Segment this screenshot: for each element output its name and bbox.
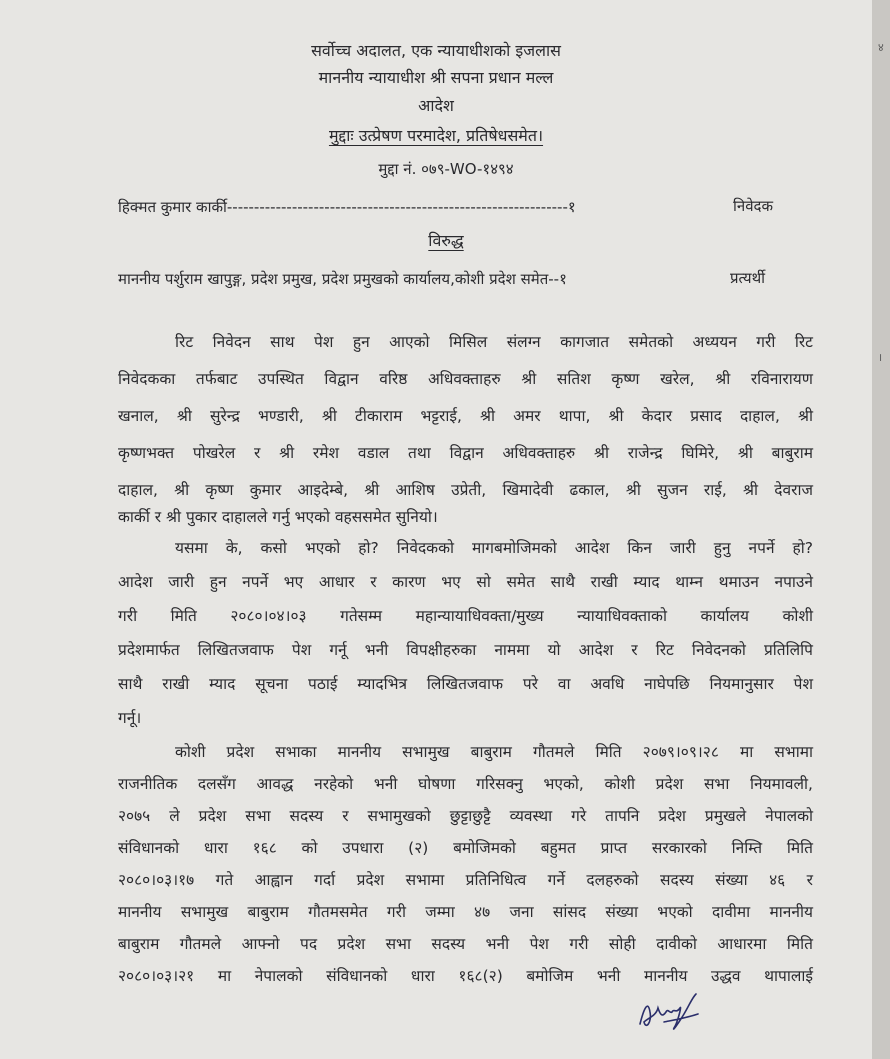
body-line: प्रदेशमार्फत लिखितजवाफ पेश गर्नू भनी विपक्षीहरुका नाममा यो आदेश र रिट निवेदनको प्रतिलिपि <box>118 641 813 659</box>
respondent-line: माननीय पर्शुराम खापुङ्ग, प्रदेश प्रमुख, प्रदेश प्रमुखको कार्यालय,कोशी प्रदेश समेत--१ <box>118 270 567 288</box>
body-line: २०७५ ले प्रदेश सभा सदस्य र सभामुखको छुट्टाछुट्टै व्यवस्था गरे तापनि प्रदेश प्रमुखले नेपालको <box>118 807 813 825</box>
body-line: राजनीतिक दलसँग आवद्ध नरहेको भनी घोषणा गरिसक्नु भएको, कोशी प्रदेश सभा नियमावली, <box>118 775 813 793</box>
body-line: यसमा के, कसो भएको हो? निवेदकको मागबमोजिमको आदेश किन जारी हुनु नपर्ने हो? <box>175 539 813 557</box>
body-line: २०८०।०३।१७ गते आह्वान गर्दा प्रदेश सभामा प्रतिनिधित्व गर्ने दलहरुको सदस्य संख्या ४६ र <box>118 871 813 889</box>
judge-name: माननीय न्यायाधीश श्री सपना प्रधान मल्ल <box>318 68 554 87</box>
versus-label: विरुद्ध <box>428 231 464 250</box>
body-line: गर्नू। <box>118 709 142 727</box>
body-line: कार्की र श्री पुकार दाहालले गर्नु भएको वहससमेत सुनियो। <box>118 508 438 526</box>
margin-mark: ४ <box>878 41 884 54</box>
petitioner-line: हिक्मत कुमार कार्की---------------------------------------------------------------१ <box>118 198 576 216</box>
respondent-role: प्रत्यर्थी <box>730 269 766 287</box>
body-line: माननीय सभामुख बाबुराम गौतमसमेत गरी जम्मा ४७ जना सांसद संख्या भएको दावीमा माननीय <box>118 903 813 921</box>
margin-mark: । <box>878 351 883 364</box>
court-name: सर्वोच्च अदालत, एक न्यायाधीशको इजलास <box>311 41 561 60</box>
order-title: आदेश <box>418 96 454 115</box>
body-line: गरी मिति २०८०।०४।०३ गतेसम्म महान्यायाधिवक्ता/मुख्य न्यायाधिवक्ताको कार्यालय कोशी <box>118 607 813 625</box>
body-line: बाबुराम गौतमले आफ्नो पद प्रदेश सभा सदस्य भनी पेश गरी सोही दावीको आधारमा मिति <box>118 935 813 953</box>
adjacent-page-edge <box>872 0 890 1059</box>
body-line: आदेश जारी हुन नपर्ने भए आधार र कारण भए सो समेत साथै राखी म्याद थाम्न थमाउन नपाउने <box>118 573 813 591</box>
case-number: मुद्दा नं. ०७९-WO-१४९४ <box>378 160 514 178</box>
body-line: खनाल, श्री सुरेन्द्र भण्डारी, श्री टीकाराम भट्टराई, श्री अमर थापा, श्री केदार प्रसाद दाहाल, श्री <box>118 407 813 425</box>
body-line: संविधानको धारा १६८ को उपधारा (२) बमोजिमको बहुमत प्राप्त सरकारको निम्ति मिति <box>118 839 813 857</box>
case-subject: मुद्दाः उत्प्रेषण परमादेश, प्रतिषेधसमेत। <box>328 126 544 145</box>
body-line: कृष्णभक्त पोखरेल र श्री रमेश वडाल तथा विद्वान अधिवक्ताहरु श्री राजेन्द्र घिमिरे, श्री बाबुराम <box>118 444 813 462</box>
body-line: निवेदकका तर्फबाट उपस्थित विद्वान वरिष्ठ अधिवक्ताहरु श्री सतिश कृष्ण खरेल, श्री रविनारायण <box>118 370 813 388</box>
body-line: कोशी प्रदेश सभाका माननीय सभामुख बाबुराम गौतमले मिति २०७९।०९।२८ मा सभामा <box>175 743 813 761</box>
body-line: साथै राखी म्याद सूचना पठाई म्यादभित्र लिखितजवाफ परे वा अवधि नाघेपछि नियमानुसार पेश <box>118 675 813 693</box>
body-line: रिट निवेदन साथ पेश हुन आएको मिसिल संलग्न कागजात समेतको अध्ययन गरी रिट <box>175 333 813 351</box>
petitioner-role: निवेदक <box>733 197 774 215</box>
handwritten-signature <box>634 978 714 1038</box>
body-line: २०८०।०३।२१ मा नेपालको संविधानको धारा १६८(२) बमोजिम भनी माननीय उद्धव थापालाई <box>118 967 813 985</box>
body-line: दाहाल, श्री कृष्ण कुमार आइदेम्बे, श्री आशिष उप्रेती, खिमादेवी ढकाल, श्री सुजन राई, श्री देवराज <box>118 481 813 499</box>
